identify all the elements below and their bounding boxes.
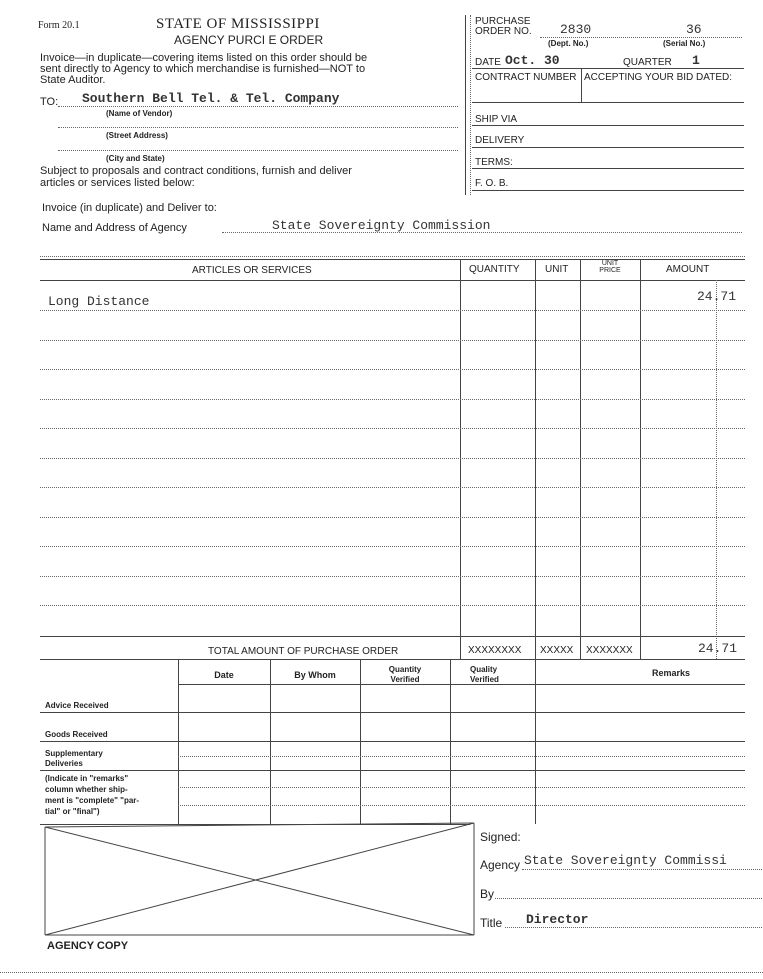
city-line bbox=[58, 150, 458, 151]
shipment-note bbox=[45, 773, 139, 817]
receipt-row-line bbox=[40, 712, 745, 713]
total-line bbox=[40, 659, 745, 660]
table-row bbox=[40, 310, 745, 311]
instruction-line: sent directly to Agency to which merchandise is furnished—NOT to bbox=[40, 63, 366, 75]
unit-price-header-line: UNIT bbox=[601, 260, 619, 267]
serial-caption: (Serial No.) bbox=[663, 39, 706, 48]
shipment-note-line: ment is "complete" "par- bbox=[45, 796, 140, 805]
table-row bbox=[40, 487, 745, 488]
instruction-line: Invoice—in duplicate—covering items listed on this order should be bbox=[40, 52, 368, 64]
ship-line bbox=[472, 125, 744, 126]
subject-line: Subject to proposals and contract conditions, furnish and deliver bbox=[40, 165, 352, 177]
table-row bbox=[40, 605, 745, 606]
receipt-header-line: Quality bbox=[470, 665, 498, 674]
form-number: Form 20.1 bbox=[38, 20, 80, 31]
by-label: By bbox=[480, 887, 495, 901]
vendor-name-caption: (Name of Vendor) bbox=[106, 109, 173, 118]
unit-price-header bbox=[582, 260, 638, 274]
receipt-remarks-header: Remarks bbox=[652, 668, 691, 678]
by-line bbox=[495, 898, 762, 899]
state-title: STATE OF MISSISSIPPI bbox=[156, 16, 320, 32]
receipt-row-dotted bbox=[178, 787, 745, 788]
delivery-label: DELIVERY bbox=[475, 135, 525, 146]
signed-label: Signed: bbox=[480, 830, 521, 844]
col-divider-quantity bbox=[460, 259, 461, 659]
po-label: ORDER NO. bbox=[475, 26, 532, 37]
total-qty-mask: XXXXXXXX bbox=[468, 645, 522, 656]
receipt-date-header: Date bbox=[214, 670, 234, 680]
table-row bbox=[40, 546, 745, 547]
contract-divider bbox=[581, 68, 582, 102]
quantity-header: QUANTITY bbox=[469, 264, 520, 275]
articles-header: ARTICLES OR SERVICES bbox=[192, 265, 312, 276]
vendor-name: Southern Bell Tel. & Tel. Company bbox=[82, 91, 340, 106]
unit-price-header-line: PRICE bbox=[599, 267, 621, 274]
cross-out-box bbox=[44, 822, 476, 938]
col-divider-price bbox=[580, 259, 581, 659]
total-price-mask: XXXXXXX bbox=[586, 645, 633, 656]
deliver-to-label: Invoice (in duplicate) and Deliver to: bbox=[42, 202, 217, 214]
page-edge-line bbox=[0, 972, 763, 973]
receipt-qty-verified-header bbox=[360, 665, 450, 685]
quarter-label: QUARTER bbox=[623, 57, 672, 68]
table-row bbox=[40, 399, 745, 400]
city-caption: (City and State) bbox=[106, 154, 165, 163]
street-line bbox=[58, 127, 458, 128]
header-divider-dotted bbox=[470, 15, 471, 195]
item-amount: 24.71 bbox=[697, 289, 737, 304]
fob-line bbox=[472, 190, 744, 191]
receipt-quality-verified-header bbox=[470, 665, 499, 685]
date-value: Oct. 30 bbox=[505, 53, 560, 68]
agency-sign-line bbox=[522, 869, 762, 870]
deliver-agency-value: State Sovereignty Commission bbox=[272, 218, 491, 233]
unit-header: UNIT bbox=[545, 264, 569, 275]
shipment-note-line: (Indicate in "remarks" bbox=[45, 774, 129, 783]
instruction-line: State Auditor. bbox=[40, 74, 106, 86]
date-line bbox=[472, 68, 744, 69]
agency-sign-label: Agency bbox=[480, 858, 521, 872]
amount-header: AMOUNT bbox=[666, 264, 710, 275]
po-label: PURCHASE bbox=[475, 16, 531, 27]
quarter-value: 1 bbox=[692, 53, 700, 68]
total-label: TOTAL AMOUNT OF PURCHASE ORDER bbox=[208, 646, 399, 657]
col-divider-amount bbox=[640, 259, 641, 659]
shipment-note-line: column whether ship- bbox=[45, 785, 128, 794]
supplementary-line: Deliveries bbox=[45, 759, 83, 768]
street-caption: (Street Address) bbox=[106, 131, 168, 140]
vendor-name-line bbox=[58, 106, 458, 107]
receipt-row-line bbox=[40, 770, 745, 771]
col-divider-unit bbox=[535, 259, 536, 659]
delivery-line bbox=[472, 147, 744, 148]
item-description: Long Distance bbox=[48, 294, 150, 309]
goods-received-label: Goods Received bbox=[45, 730, 108, 739]
cents-divider bbox=[716, 280, 717, 659]
agency-line bbox=[222, 232, 742, 233]
bid-label: ACCEPTING YOUR BID DATED: bbox=[584, 72, 732, 83]
agency-name-label: Name and Address of Agency bbox=[42, 222, 187, 234]
table-row bbox=[40, 369, 745, 370]
title-label: Title bbox=[480, 916, 503, 930]
po-line bbox=[540, 37, 742, 38]
shipment-note-line: tial" or "final") bbox=[45, 807, 100, 816]
supplementary-line: Supplementary bbox=[45, 749, 103, 758]
receipt-header-line: Verified bbox=[470, 675, 499, 684]
advice-received-label: Advice Received bbox=[45, 701, 109, 710]
table-row bbox=[40, 428, 745, 429]
table-row bbox=[40, 576, 745, 577]
total-amount: 24.71 bbox=[698, 641, 738, 656]
ship-via-label: SHIP VIA bbox=[475, 114, 518, 125]
supplementary-deliveries-label bbox=[45, 749, 103, 769]
agency-sign-value: State Sovereignty Commissi bbox=[524, 853, 727, 868]
contract-label: CONTRACT NUMBER bbox=[475, 72, 577, 83]
title-line bbox=[505, 927, 762, 928]
receipt-by-whom-header: By Whom bbox=[294, 670, 336, 680]
table-row bbox=[40, 458, 745, 459]
title-value: Director bbox=[526, 912, 589, 927]
receipt-row-line bbox=[40, 741, 745, 742]
agency-copy-label: AGENCY COPY bbox=[47, 940, 129, 952]
table-row bbox=[40, 340, 745, 341]
receipt-row-dotted bbox=[178, 756, 745, 757]
dept-no: 2830 bbox=[560, 22, 592, 37]
form-title: AGENCY PURCI E ORDER bbox=[174, 33, 324, 47]
receipt-header-line: Verified bbox=[390, 675, 420, 684]
table-bottom-line bbox=[40, 636, 745, 637]
dept-caption: (Dept. No.) bbox=[548, 39, 589, 48]
header-divider bbox=[465, 15, 466, 195]
date-label: DATE bbox=[475, 57, 501, 68]
receipt-row-dotted bbox=[178, 805, 745, 806]
total-unit-mask: XXXXX bbox=[540, 645, 574, 656]
terms-line bbox=[472, 168, 744, 169]
terms-label: TERMS: bbox=[475, 157, 513, 168]
subject-line: articles or services listed below: bbox=[40, 177, 195, 189]
receipt-header-line: Quantity bbox=[388, 665, 422, 674]
table-top-line bbox=[40, 256, 745, 257]
serial-no: 36 bbox=[686, 22, 702, 37]
fob-label: F. O. B. bbox=[475, 178, 509, 189]
table-row bbox=[40, 517, 745, 518]
to-label: TO: bbox=[40, 96, 59, 108]
contract-line bbox=[472, 102, 744, 103]
receipt-header-line-bottom bbox=[178, 684, 745, 685]
